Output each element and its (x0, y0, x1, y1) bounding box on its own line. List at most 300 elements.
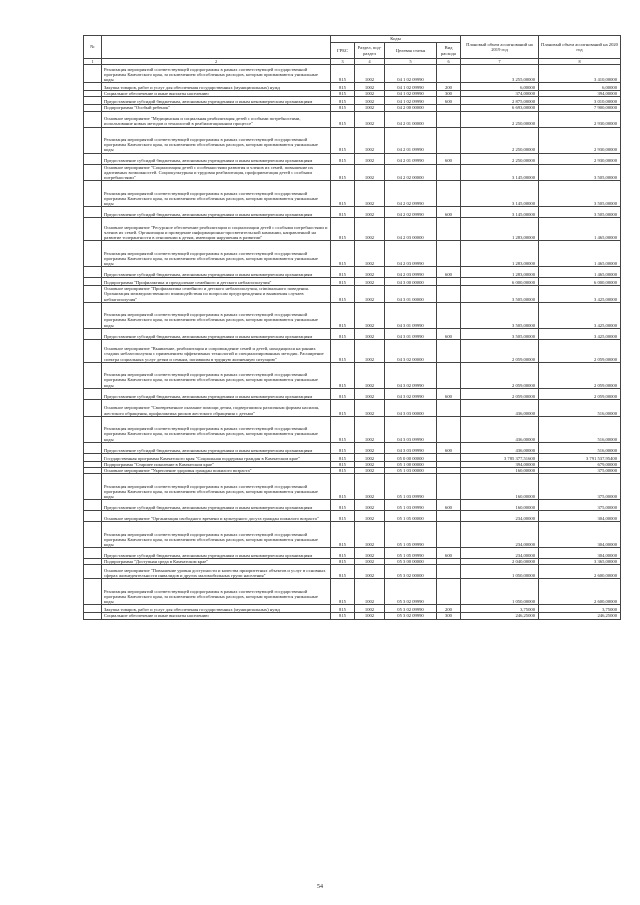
row-vr (437, 241, 461, 267)
row-csr: 04 3 02 09990 (385, 388, 437, 399)
table-row (84, 565, 621, 579)
row-razdel: 1002 (355, 207, 385, 218)
row-vr (437, 302, 461, 328)
row-vr (437, 565, 461, 579)
row-number (84, 362, 102, 388)
row-number (84, 241, 102, 267)
row-csr: 05 3 02 09990 (385, 605, 437, 613)
row-name: Предоставление субсидий бюджетным, автономным учреждениям и иным некоммерческим организациям (102, 97, 331, 105)
row-vr: 600 (437, 153, 461, 164)
row-razdel: 1002 (355, 328, 385, 339)
row-razdel: 1002 (355, 605, 385, 613)
row-number (84, 111, 102, 127)
row-csr: 04 3 00 00000 (385, 278, 437, 286)
table-row (84, 474, 621, 500)
row-vr (437, 181, 461, 207)
row-name: Предоставление субсидий бюджетным, автономным учреждениям и иным некоммерческим организациям (102, 267, 331, 278)
row-razdel: 1002 (355, 559, 385, 565)
row-number (84, 181, 102, 207)
row-grbs: 815 (331, 328, 355, 339)
row-csr: 04 2 02 00000 (385, 164, 437, 181)
row-name: Реализация мероприятий соответствующей подпрограммы в рамках соответствующей государственной программы Камчатского края, за исключением обособленных расходов, которым присваиваются уникальные коды (102, 127, 331, 153)
row-plan-2020: 3 425,00000 (539, 286, 621, 303)
row-grbs: 815 (331, 286, 355, 303)
row-razdel: 1002 (355, 286, 385, 303)
table-row (84, 442, 621, 453)
row-plan-2020: 1 465,00000 (539, 218, 621, 241)
row-name: Закупка товаров, работ и услуг для обеспечения государственных (муниципальных) нужд (102, 605, 331, 613)
row-name: Основное мероприятие "Профилактика семейного и детского неблагополучия, criminального поведения. Организация межведомственного взаимодействия по вопросам предупреждения и выявления случаев неблагополучия" (102, 286, 331, 303)
row-grbs: 815 (331, 91, 355, 97)
column-index: 2 (102, 59, 331, 65)
header-plan-2020: Плановый объем ассигнований на 2020 год (539, 36, 621, 59)
row-plan-2019: 6 000,00000 (461, 278, 539, 286)
row-plan-2019: 2 250,00000 (461, 153, 539, 164)
table-row (84, 511, 621, 522)
row-plan-2020: 2 059,00000 (539, 362, 621, 388)
row-plan-2020: 3,75000 (539, 605, 621, 613)
row-plan-2020: 3 425,00000 (539, 328, 621, 339)
row-csr: 04 2 03 09990 (385, 241, 437, 267)
row-name: Социальное обеспечение и иные выплаты населению (102, 613, 331, 619)
row-plan-2020: 2 930,00000 (539, 127, 621, 153)
table-row (84, 500, 621, 511)
row-plan-2020: 304,00000 (539, 511, 621, 522)
row-plan-2019: 2 875,00000 (461, 97, 539, 105)
row-plan-2020: 3 410,00000 (539, 65, 621, 83)
row-name: Предоставление субсидий бюджетным, автономным учреждениям и иным некоммерческим организациям (102, 442, 331, 453)
row-vr: 300 (437, 91, 461, 97)
row-plan-2019: 374,00000 (461, 91, 539, 97)
row-plan-2020: 516,00000 (539, 399, 621, 416)
row-plan-2019: 2 250,00000 (461, 111, 539, 127)
row-name: Основное мероприятие "Выявление, реабилитация и сопровождение семей и детей, находящихся на ранних стадиях неблагополучия с применением эффективных технологий и специализированных методик. Расширение спектра социальных услуг детям и семьям, попавшим в трудную жизненную ситуацию" (102, 339, 331, 362)
page-number: 54 (317, 884, 323, 890)
row-name: Основное мероприятие "Социализация детей с особенностями развития и членов их семей, повышение их адаптивных возможностей. Социокультурная и трудовая реабилитация, профориентация детей с особыми потребностями" (102, 164, 331, 181)
row-grbs: 815 (331, 565, 355, 579)
row-razdel: 1002 (355, 241, 385, 267)
row-grbs: 815 (331, 388, 355, 399)
table-row (84, 278, 621, 286)
row-razdel: 1002 (355, 565, 385, 579)
row-csr: 05 3 00 00000 (385, 559, 437, 565)
row-plan-2019: 1 283,00000 (461, 218, 539, 241)
row-grbs: 815 (331, 559, 355, 565)
row-grbs: 815 (331, 522, 355, 548)
row-name: Подпрограмма "Доступная среда в Камчатском крае" (102, 559, 331, 565)
row-csr: 04 3 01 00000 (385, 286, 437, 303)
table-row (84, 328, 621, 339)
row-name: Основное мероприятие "Укрепление здоровья граждан пожилого возраста" (102, 468, 331, 474)
row-csr: 04 3 03 00000 (385, 399, 437, 416)
table-row (84, 613, 621, 619)
row-plan-2019: 234,00000 (461, 522, 539, 548)
header-no: № (84, 36, 102, 59)
row-grbs: 815 (331, 302, 355, 328)
column-index: 6 (437, 59, 461, 65)
header-grbs: ГРБС (331, 43, 355, 59)
row-name: Реализация мероприятий соответствующей подпрограммы в рамках соответствующей государственной программы Камчатского края, за исключением обособленных расходов, которым присваиваются уникальные коды (102, 579, 331, 605)
row-grbs: 815 (331, 442, 355, 453)
row-grbs: 815 (331, 362, 355, 388)
row-plan-2019: 3 785 377,51600 (461, 453, 539, 461)
row-number (84, 388, 102, 399)
row-plan-2019: 234,00000 (461, 511, 539, 522)
row-csr: 05 0 00 00000 (385, 453, 437, 461)
row-razdel: 1002 (355, 218, 385, 241)
header-name (102, 36, 331, 59)
row-plan-2019: 6,00000 (461, 83, 539, 91)
row-grbs: 815 (331, 218, 355, 241)
row-plan-2019: 3 505,00000 (461, 328, 539, 339)
row-plan-2020: 304,00000 (539, 522, 621, 548)
row-vr (437, 416, 461, 442)
row-plan-2019: 2 059,00000 (461, 362, 539, 388)
row-name: Предоставление субсидий бюджетным, автономным учреждениям и иным некоммерческим организациям (102, 153, 331, 164)
row-number (84, 218, 102, 241)
row-vr: 200 (437, 83, 461, 91)
row-name: Предоставление субсидий бюджетным, автономным учреждениям и иным некоммерческим организациям (102, 328, 331, 339)
row-plan-2019: 2 059,00000 (461, 339, 539, 362)
row-vr (437, 453, 461, 461)
row-plan-2020: 304,00000 (539, 548, 621, 559)
row-grbs: 815 (331, 461, 355, 467)
row-grbs: 815 (331, 474, 355, 500)
table-row (84, 339, 621, 362)
row-number (84, 65, 102, 83)
row-name: Подпрограмма "Профилактика и преодоление семейного и детского неблагополучия" (102, 278, 331, 286)
row-razdel: 1002 (355, 164, 385, 181)
row-vr: 600 (437, 207, 461, 218)
row-plan-2019: 3 145,00000 (461, 181, 539, 207)
row-plan-2020: 7 900,00000 (539, 105, 621, 111)
row-name: Реализация мероприятий соответствующей подпрограммы в рамках соответствующей государственной программы Камчатского края, за исключением обособленных расходов, которым присваиваются уникальные коды (102, 241, 331, 267)
row-plan-2020: 2 930,00000 (539, 153, 621, 164)
row-razdel: 1002 (355, 302, 385, 328)
row-plan-2020: 1 465,00000 (539, 241, 621, 267)
row-name: Реализация мероприятий соответствующей подпрограммы в рамках соответствующей государственной программы Камчатского края, за исключением обособленных расходов, которым присваиваются уникальные коды (102, 65, 331, 83)
row-grbs: 815 (331, 127, 355, 153)
column-index: 8 (539, 59, 621, 65)
row-number (84, 278, 102, 286)
row-razdel: 1002 (355, 278, 385, 286)
row-vr: 600 (437, 500, 461, 511)
row-number (84, 579, 102, 605)
row-vr: 600 (437, 267, 461, 278)
row-name: Основное мероприятие "Своевременное оказание помощи детям, подвергшимся различным формам насилия, жестокого обращения, профилактика рисков жестокого обращения с детьми" (102, 399, 331, 416)
row-csr: 04 2 03 00000 (385, 218, 437, 241)
table-row (84, 267, 621, 278)
row-plan-2019: 1 283,00000 (461, 267, 539, 278)
row-name: Государственная программа Камчатского края "Социальная поддержка граждан в Камчатском крае" (102, 453, 331, 461)
table-row (84, 416, 621, 442)
table-row (84, 579, 621, 605)
table-row (84, 83, 621, 91)
row-plan-2020: 3 505,00000 (539, 164, 621, 181)
row-plan-2019: 394,00000 (461, 461, 539, 467)
row-vr (437, 474, 461, 500)
row-number (84, 83, 102, 91)
column-index: 4 (355, 59, 385, 65)
row-name: Реализация мероприятий соответствующей подпрограммы в рамках соответствующей государственной программы Камчатского края, за исключением обособленных расходов, которым присваиваются уникальные коды (102, 416, 331, 442)
row-razdel: 1002 (355, 511, 385, 522)
row-plan-2019: 3 145,00000 (461, 207, 539, 218)
row-vr: 600 (437, 97, 461, 105)
header-codes: Коды (331, 36, 461, 43)
row-razdel: 1002 (355, 613, 385, 619)
row-name: Реализация мероприятий соответствующей подпрограммы в рамках соответствующей государственной программы Камчатского края, за исключением обособленных расходов, которым присваиваются уникальные коды (102, 181, 331, 207)
row-name: Основное мероприятие "Медицинская и социальная реабилитация детей с особыми потребностями, использование новых методов и технологий в реабилитационном процессе" (102, 111, 331, 127)
row-name: Предоставление субсидий бюджетным, автономным учреждениям и иным некоммерческим организациям (102, 548, 331, 559)
row-name: Реализация мероприятий соответствующей подпрограммы в рамках соответствующей государственной программы Камчатского края, за исключением обособленных расходов, которым присваиваются уникальные коды (102, 522, 331, 548)
row-vr: 600 (437, 388, 461, 399)
row-plan-2019: 234,00000 (461, 548, 539, 559)
row-number (84, 442, 102, 453)
table-row (84, 399, 621, 416)
row-name: Основное мероприятие "Ресурсное обеспечение реабилитации и социализации детей с особыми потребностями и членов их семей. Организация и проведение информационно-просветительской кампании, направленной на развитие толерантности в отношении к детям, имеющим нарушения в развитии" (102, 218, 331, 241)
table-row (84, 65, 621, 83)
row-plan-2019: 436,00000 (461, 416, 539, 442)
row-csr: 04 3 02 00000 (385, 339, 437, 362)
table-row (84, 302, 621, 328)
row-plan-2020: 375,00000 (539, 468, 621, 474)
row-plan-2019: 3 255,00000 (461, 65, 539, 83)
row-name: Предоставление субсидий бюджетным, автономным учреждениям и иным некоммерческим организациям (102, 388, 331, 399)
row-plan-2020: 6 000,00000 (539, 278, 621, 286)
table-row (84, 605, 621, 613)
row-plan-2019: 6 693,00000 (461, 105, 539, 111)
row-grbs: 815 (331, 579, 355, 605)
row-razdel: 1002 (355, 500, 385, 511)
row-plan-2019: 2 250,00000 (461, 127, 539, 153)
row-plan-2019: 3 505,00000 (461, 302, 539, 328)
row-csr: 04 3 03 09990 (385, 442, 437, 453)
row-razdel: 1002 (355, 111, 385, 127)
row-razdel: 1002 (355, 362, 385, 388)
row-number (84, 267, 102, 278)
row-csr: 05 1 05 09990 (385, 522, 437, 548)
row-csr: 04 3 02 09990 (385, 362, 437, 388)
row-grbs: 815 (331, 500, 355, 511)
table-row (84, 164, 621, 181)
row-plan-2019: 3 145,00000 (461, 164, 539, 181)
row-razdel: 1002 (355, 127, 385, 153)
column-index: 5 (385, 59, 437, 65)
row-vr (437, 579, 461, 605)
row-plan-2020: 3 425,00000 (539, 302, 621, 328)
row-csr: 05 1 00 00000 (385, 461, 437, 467)
table-row (84, 207, 621, 218)
table-row (84, 522, 621, 548)
row-grbs: 815 (331, 164, 355, 181)
row-plan-2020: 394,00000 (539, 91, 621, 97)
row-razdel: 1002 (355, 153, 385, 164)
row-grbs: 815 (331, 97, 355, 105)
row-razdel: 1002 (355, 522, 385, 548)
row-plan-2020: 3 505,00000 (539, 181, 621, 207)
row-csr: 05 1 05 09990 (385, 548, 437, 559)
row-grbs: 815 (331, 241, 355, 267)
row-csr: 05 1 03 00000 (385, 468, 437, 474)
table-row (84, 153, 621, 164)
row-number (84, 605, 102, 613)
row-csr: 04 1 02 09990 (385, 91, 437, 97)
budget-table (83, 35, 621, 620)
row-grbs: 815 (331, 399, 355, 416)
row-plan-2020: 3 010,00000 (539, 97, 621, 105)
row-grbs: 815 (331, 181, 355, 207)
row-csr: 04 2 02 09990 (385, 181, 437, 207)
row-plan-2020: 3 505,00000 (539, 207, 621, 218)
row-vr (437, 164, 461, 181)
header-vr: Вид расхода (437, 43, 461, 59)
row-razdel: 1002 (355, 453, 385, 461)
row-grbs: 815 (331, 83, 355, 91)
row-number (84, 97, 102, 105)
row-csr: 04 1 02 09990 (385, 65, 437, 83)
row-grbs: 815 (331, 613, 355, 619)
row-name: Закупка товаров, работ и услуг для обеспечения государственных (муниципальных) нужд (102, 83, 331, 91)
row-name: Основное мероприятие "Организация свободного времени и культурного досуга граждан пожилого возраста" (102, 511, 331, 522)
row-vr: 600 (437, 328, 461, 339)
row-plan-2020: 1 465,00000 (539, 267, 621, 278)
row-name: Подпрограмма "Особый ребенок" (102, 105, 331, 111)
row-name: Реализация мероприятий соответствующей подпрограммы в рамках соответствующей государственной программы Камчатского края, за исключением обособленных расходов, которым присваиваются уникальные коды (102, 362, 331, 388)
row-grbs: 815 (331, 339, 355, 362)
row-name: Реализация мероприятий соответствующей подпрограммы в рамках соответствующей государственной программы Камчатского края, за исключением обособленных расходов, которым присваиваются уникальные коды (102, 302, 331, 328)
row-vr (437, 522, 461, 548)
row-csr: 05 3 02 09990 (385, 613, 437, 619)
row-plan-2020: 246,25000 (539, 613, 621, 619)
row-csr: 04 2 01 09990 (385, 127, 437, 153)
row-name: Предоставление субсидий бюджетным, автономным учреждениям и иным некоммерческим организациям (102, 500, 331, 511)
row-csr: 04 3 01 09990 (385, 302, 437, 328)
row-name: Предоставление субсидий бюджетным, автономным учреждениям и иным некоммерческим организациям (102, 207, 331, 218)
row-csr: 04 1 02 09990 (385, 97, 437, 105)
header-csr: Целевая статья (385, 43, 437, 59)
row-razdel: 1002 (355, 474, 385, 500)
row-number (84, 339, 102, 362)
row-number (84, 416, 102, 442)
row-plan-2020: 2 930,00000 (539, 111, 621, 127)
row-vr (437, 511, 461, 522)
row-name: Реализация мероприятий соответствующей подпрограммы в рамках соответствующей государственной программы Камчатского края, за исключением обособленных расходов, которым присваиваются уникальные коды (102, 474, 331, 500)
header-plan-2019: Плановый объем ассигнований на 2019 год (461, 36, 539, 59)
row-plan-2019: 160,00000 (461, 500, 539, 511)
row-razdel: 1002 (355, 267, 385, 278)
row-plan-2019: 1 050,00000 (461, 579, 539, 605)
row-number (84, 164, 102, 181)
row-razdel: 1002 (355, 461, 385, 467)
row-grbs: 815 (331, 105, 355, 111)
row-grbs: 815 (331, 278, 355, 286)
row-razdel: 1002 (355, 416, 385, 442)
row-razdel: 1002 (355, 65, 385, 83)
row-plan-2020: 375,00000 (539, 500, 621, 511)
row-number (84, 286, 102, 303)
row-razdel: 1002 (355, 548, 385, 559)
row-plan-2019: 246,25000 (461, 613, 539, 619)
row-name: Подпрограмма "Старшее поколение в Камчатском крае" (102, 461, 331, 467)
row-csr: 04 2 03 09990 (385, 267, 437, 278)
row-grbs: 815 (331, 207, 355, 218)
row-grbs: 815 (331, 153, 355, 164)
row-csr: 04 1 02 09990 (385, 83, 437, 91)
row-plan-2019: 1 283,00000 (461, 241, 539, 267)
row-razdel: 1002 (355, 579, 385, 605)
row-number (84, 548, 102, 559)
row-grbs: 815 (331, 548, 355, 559)
row-razdel: 1002 (355, 442, 385, 453)
row-plan-2019: 3,75000 (461, 605, 539, 613)
row-plan-2020: 6,00000 (539, 83, 621, 91)
table-row (84, 548, 621, 559)
row-plan-2019: 2 040,00000 (461, 559, 539, 565)
row-number (84, 474, 102, 500)
row-vr (437, 339, 461, 362)
table-row (84, 181, 621, 207)
row-csr: 05 1 03 09990 (385, 474, 437, 500)
row-number (84, 565, 102, 579)
row-vr (437, 286, 461, 303)
row-vr (437, 111, 461, 127)
row-number (84, 613, 102, 619)
row-razdel: 1002 (355, 399, 385, 416)
row-plan-2020: 2 059,00000 (539, 388, 621, 399)
row-number (84, 207, 102, 218)
row-grbs: 815 (331, 453, 355, 461)
table-row (84, 111, 621, 127)
row-razdel: 1002 (355, 339, 385, 362)
row-razdel: 1002 (355, 91, 385, 97)
row-plan-2019: 2 059,00000 (461, 388, 539, 399)
row-plan-2020: 375,00000 (539, 474, 621, 500)
row-razdel: 1002 (355, 181, 385, 207)
row-plan-2019: 436,00000 (461, 442, 539, 453)
row-vr: 600 (437, 442, 461, 453)
row-plan-2020: 516,00000 (539, 416, 621, 442)
row-csr: 04 3 03 09990 (385, 416, 437, 442)
row-vr (437, 278, 461, 286)
row-plan-2020: 516,00000 (539, 442, 621, 453)
row-csr: 05 3 02 00000 (385, 565, 437, 579)
row-razdel: 1002 (355, 105, 385, 111)
row-vr (437, 65, 461, 83)
table-row (84, 241, 621, 267)
row-vr (437, 218, 461, 241)
table-header-row (84, 36, 621, 43)
row-vr: 200 (437, 605, 461, 613)
row-grbs: 815 (331, 605, 355, 613)
row-number (84, 511, 102, 522)
row-csr: 05 1 05 00000 (385, 511, 437, 522)
table-row (84, 362, 621, 388)
column-index: 7 (461, 59, 539, 65)
row-plan-2019: 160,00000 (461, 468, 539, 474)
row-grbs: 815 (331, 267, 355, 278)
row-razdel: 1002 (355, 388, 385, 399)
column-index: 1 (84, 59, 102, 65)
row-plan-2020: 679,00000 (539, 461, 621, 467)
table-row (84, 218, 621, 241)
row-csr: 04 3 01 09990 (385, 328, 437, 339)
row-csr: 05 1 03 09990 (385, 500, 437, 511)
row-name: Основное мероприятие "Повышение уровня доступности и качества приоритетных объектов и услуг в основных сферах жизнедеятельности инвалидов и других маломобильных групп населения" (102, 565, 331, 579)
row-plan-2019: 1 050,00000 (461, 565, 539, 579)
row-razdel: 1002 (355, 97, 385, 105)
row-csr: 04 2 02 09990 (385, 207, 437, 218)
row-number (84, 399, 102, 416)
